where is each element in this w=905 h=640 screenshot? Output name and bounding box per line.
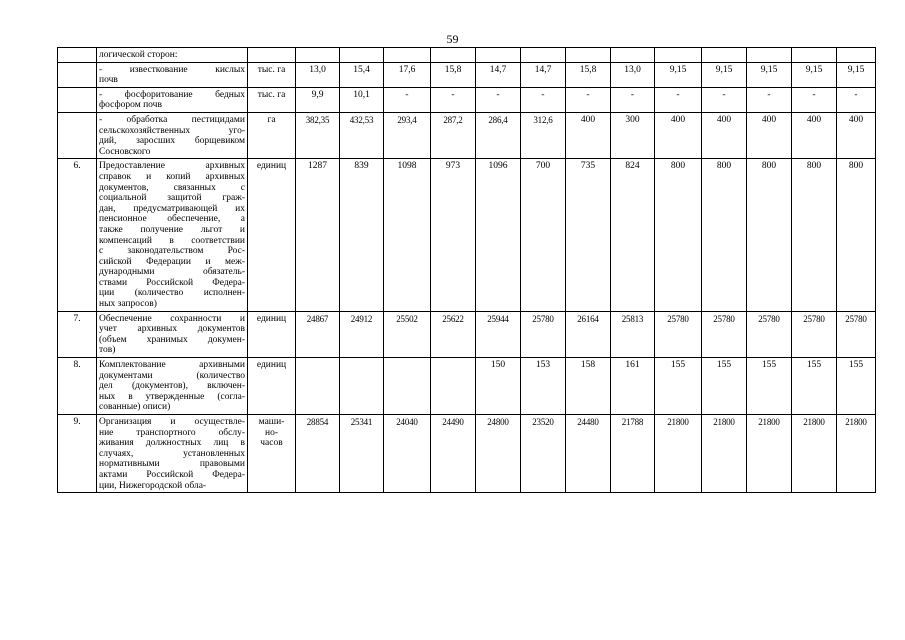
value-cell: 400 <box>702 112 747 158</box>
value-cell: 300 <box>611 112 655 158</box>
value-cell <box>384 48 431 63</box>
indicator-name-line: дел (документов), включен- <box>99 381 245 392</box>
unit-cell <box>248 62 296 87</box>
value-cell: 800 <box>837 159 876 311</box>
value-cell <box>431 48 476 63</box>
value-cell: 1096 <box>476 159 521 311</box>
unit-cell <box>248 87 296 112</box>
value-cell: 9,15 <box>702 62 747 87</box>
indicator-name <box>97 415 248 493</box>
indicator-name-line: дий, заросших борщевиком <box>99 136 245 147</box>
value-cell: 800 <box>747 159 792 311</box>
value-cell: 25780 <box>521 311 566 357</box>
table-row <box>58 311 876 357</box>
unit-line: маши- <box>258 417 285 427</box>
table-row <box>58 87 876 112</box>
value-cell: 25813 <box>611 311 655 357</box>
row-number: 9. <box>58 415 97 493</box>
value-cell: 21788 <box>611 415 655 493</box>
indicator-name-line: Комплектование архивными <box>99 360 245 371</box>
indicator-name-line: логической сторон: <box>99 50 178 60</box>
value-cell: 25780 <box>792 311 837 357</box>
value-cell: 14,7 <box>476 62 521 87</box>
value-cell: 24040 <box>384 415 431 493</box>
unit-cell <box>248 159 296 311</box>
value-cell: 13,0 <box>611 62 655 87</box>
value-cell <box>792 48 837 63</box>
indicator-name <box>97 311 248 357</box>
value-cell: 155 <box>655 358 702 415</box>
value-cell: - <box>476 87 521 112</box>
page-number: 59 <box>446 32 459 46</box>
row-number <box>58 112 97 158</box>
value-cell: 14,7 <box>521 62 566 87</box>
indicator-name-line: (объем хранимых докумен- <box>99 334 245 345</box>
value-cell: 24490 <box>431 415 476 493</box>
value-cell <box>296 358 340 415</box>
value-cell: 973 <box>431 159 476 311</box>
indicator-name <box>97 159 248 311</box>
value-cell: 839 <box>340 159 384 311</box>
value-cell: 9,15 <box>655 62 702 87</box>
row-number <box>58 87 97 112</box>
value-cell: 293,4 <box>384 112 431 158</box>
value-cell: - <box>655 87 702 112</box>
value-cell <box>431 358 476 415</box>
value-cell: 24912 <box>340 311 384 357</box>
value-cell: - <box>431 87 476 112</box>
indicator-name-line: Организация и осуществле- <box>99 417 245 427</box>
indicator-name <box>97 48 248 63</box>
value-cell: 9,15 <box>792 62 837 87</box>
value-cell: 287,2 <box>431 112 476 158</box>
value-cell: 400 <box>566 112 611 158</box>
indicator-name-line: ных запросов) <box>99 299 157 310</box>
value-cell: - <box>521 87 566 112</box>
value-cell: - <box>611 87 655 112</box>
value-cell <box>611 48 655 63</box>
value-cell: 28854 <box>296 415 340 493</box>
table-row <box>58 415 876 493</box>
value-cell: 25341 <box>340 415 384 493</box>
value-cell: 24480 <box>566 415 611 493</box>
value-cell: 400 <box>792 112 837 158</box>
value-cell <box>837 48 876 63</box>
value-cell: 155 <box>702 358 747 415</box>
indicator-name <box>97 112 248 158</box>
row-number: 6. <box>58 159 97 311</box>
value-cell: 312,6 <box>521 112 566 158</box>
indicator-name-line: учет архивных документов <box>99 324 245 335</box>
value-cell: 400 <box>655 112 702 158</box>
value-cell <box>476 48 521 63</box>
indicator-name-line: случаях, установленных <box>99 448 245 459</box>
unit-line: единиц <box>256 360 287 371</box>
value-cell: 21800 <box>702 415 747 493</box>
indicator-name-line: фосфором почв <box>99 100 162 111</box>
value-cell: 24867 <box>296 311 340 357</box>
value-cell: - <box>384 87 431 112</box>
indicator-name-line: сельскохозяйственных уго- <box>99 125 245 136</box>
indicator-name-line: компенсаций в соответствии <box>99 235 245 246</box>
value-cell <box>655 48 702 63</box>
row-number <box>58 48 97 63</box>
value-cell: 155 <box>792 358 837 415</box>
value-cell: 23520 <box>521 415 566 493</box>
value-cell: - <box>837 87 876 112</box>
row-number <box>58 62 97 87</box>
table-row <box>58 159 876 311</box>
value-cell: 24800 <box>476 415 521 493</box>
value-cell: 382,35 <box>296 112 340 158</box>
value-cell: 155 <box>837 358 876 415</box>
row-number: 8. <box>58 358 97 415</box>
value-cell: 1098 <box>384 159 431 311</box>
indicator-name-line: ных в утвержденные (согла- <box>99 391 245 402</box>
value-cell: 21800 <box>837 415 876 493</box>
indicator-name-line: документов, связанных с <box>99 182 245 193</box>
unit-line: тыс. га <box>257 89 286 100</box>
indicator-name-line: Сосновского <box>99 146 151 157</box>
indicator-name-line: сийской Федерации и меж- <box>99 256 245 267</box>
value-cell: 17,6 <box>384 62 431 87</box>
value-cell <box>702 48 747 63</box>
value-cell: 9,15 <box>837 62 876 87</box>
indicator-name-line: живания должностных лиц в <box>99 438 245 449</box>
indicator-name-line: почв <box>99 75 118 86</box>
indicator-name-line: тов) <box>99 345 116 356</box>
indicator-name-line: нормативными правовыми <box>99 459 245 470</box>
unit-cell <box>248 48 296 63</box>
value-cell: 10,1 <box>340 87 384 112</box>
value-cell: 153 <box>521 358 566 415</box>
value-cell: 25622 <box>431 311 476 357</box>
value-cell: 25780 <box>655 311 702 357</box>
indicator-name-line: - фосфоритование бедных <box>99 89 245 100</box>
indicator-name <box>97 62 248 87</box>
value-cell: - <box>702 87 747 112</box>
indicator-name-line: ствами Российской Федера- <box>99 277 245 288</box>
value-cell: 15,4 <box>340 62 384 87</box>
value-cell <box>340 358 384 415</box>
value-cell: - <box>792 87 837 112</box>
value-cell: 15,8 <box>431 62 476 87</box>
value-cell: 25780 <box>702 311 747 357</box>
value-cell <box>521 48 566 63</box>
indicator-name-line: с законодательством Рос- <box>99 246 245 257</box>
value-cell: 1287 <box>296 159 340 311</box>
value-cell: 161 <box>611 358 655 415</box>
value-cell: 9,9 <box>296 87 340 112</box>
unit-line: часов <box>260 438 283 449</box>
unit-line: га <box>267 114 276 125</box>
indicator-name-line: сованные) описи) <box>99 402 171 413</box>
value-cell <box>384 358 431 415</box>
value-cell: 432,53 <box>340 112 384 158</box>
value-cell: 400 <box>747 112 792 158</box>
value-cell: 286,4 <box>476 112 521 158</box>
data-table <box>57 47 876 493</box>
value-cell <box>296 48 340 63</box>
value-cell: 21800 <box>792 415 837 493</box>
unit-line: тыс. га <box>257 64 286 75</box>
indicator-name-line: пенсионное обеспечение, а <box>99 214 245 225</box>
value-cell <box>566 48 611 63</box>
indicator-name-line: - известкование кислых <box>99 64 245 75</box>
indicator-name-line: - обработка пестицидами <box>99 114 245 125</box>
value-cell: 15,8 <box>566 62 611 87</box>
indicator-name-line: Предоставление архивных <box>99 161 245 172</box>
indicator-name-line: ции (количество исполнен- <box>99 288 245 299</box>
value-cell: - <box>566 87 611 112</box>
value-cell: 158 <box>566 358 611 415</box>
row-number: 7. <box>58 311 97 357</box>
value-cell: 824 <box>611 159 655 311</box>
unit-line: единиц <box>256 161 287 172</box>
indicator-name-line: Обеспечение сохранности и <box>99 313 245 324</box>
value-cell: 9,15 <box>747 62 792 87</box>
value-cell <box>340 48 384 63</box>
value-cell: 400 <box>837 112 876 158</box>
value-cell: 25944 <box>476 311 521 357</box>
value-cell: 800 <box>702 159 747 311</box>
value-cell: 700 <box>521 159 566 311</box>
indicator-name-line: дан, предусматривающей их <box>99 203 245 214</box>
indicator-name-line: социальной защитой граж- <box>99 193 245 204</box>
value-cell: 155 <box>747 358 792 415</box>
indicator-name <box>97 87 248 112</box>
value-cell <box>747 48 792 63</box>
value-cell: 25502 <box>384 311 431 357</box>
indicator-name-line: дународными обязатель- <box>99 267 245 278</box>
indicator-name-line: ции, Нижегородской обла- <box>99 480 207 491</box>
value-cell: 25780 <box>837 311 876 357</box>
value-cell: 735 <box>566 159 611 311</box>
value-cell: - <box>747 87 792 112</box>
indicator-name-line: также получение льгот и <box>99 224 245 235</box>
value-cell: 800 <box>655 159 702 311</box>
table-row <box>58 112 876 158</box>
unit-cell <box>248 311 296 357</box>
value-cell: 21800 <box>747 415 792 493</box>
value-cell: 800 <box>792 159 837 311</box>
table-row <box>58 62 876 87</box>
unit-cell <box>248 112 296 158</box>
indicator-name <box>97 358 248 415</box>
unit-cell <box>248 358 296 415</box>
unit-line: единиц <box>256 313 287 324</box>
value-cell: 13,0 <box>296 62 340 87</box>
value-cell: 25780 <box>747 311 792 357</box>
indicator-name-line: документами (количество <box>99 370 245 381</box>
value-cell: 21800 <box>655 415 702 493</box>
unit-line: но- <box>265 427 278 438</box>
unit-cell <box>248 415 296 493</box>
table-row <box>58 48 876 63</box>
indicator-name-line: актами Российской Федера- <box>99 469 245 480</box>
value-cell: 26164 <box>566 311 611 357</box>
table-body <box>58 48 876 493</box>
indicator-name-line: ние транспортного обслу- <box>99 427 245 438</box>
indicator-name-line: справок и копий архивных <box>99 171 245 182</box>
table-row <box>58 358 876 415</box>
value-cell: 150 <box>476 358 521 415</box>
